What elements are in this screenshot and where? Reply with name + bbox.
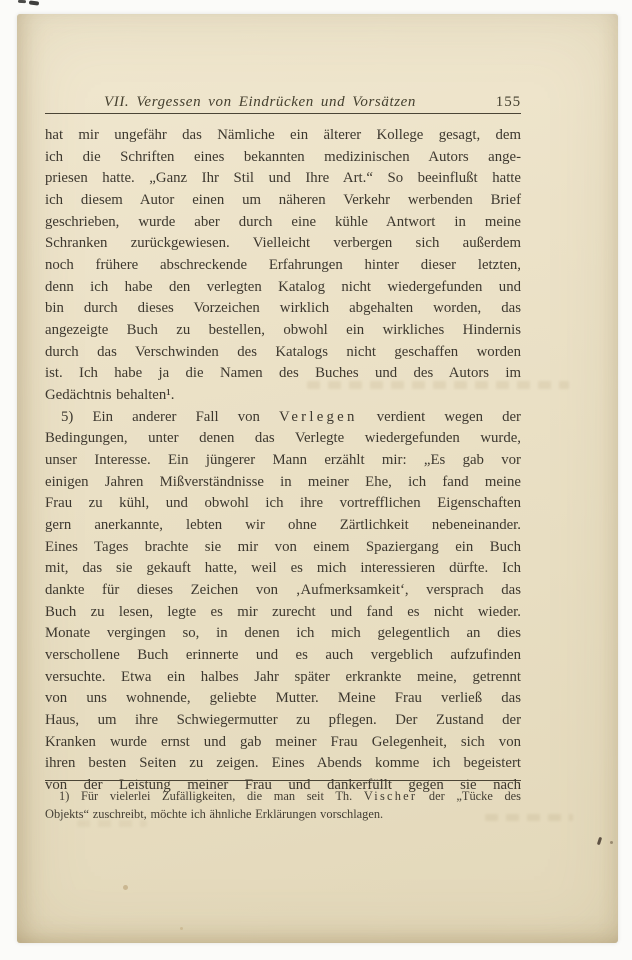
text-line: verschollene Buch erinnerte und es auch vergeblich aufzufinden [45, 647, 521, 664]
scan-speck [18, 0, 26, 3]
footnote-line [45, 787, 521, 805]
paper-speck [123, 885, 128, 890]
text-line: Eines Tages brachte sie mir von einem Spaziergang ein Buch [45, 538, 521, 555]
text-line: unser Interesse. Ein jüngerer Mann erzählt mir: „Es gab vor [45, 452, 521, 469]
text-line: Schranken zurückgewiesen. Vielleicht verbergen sich außerdem [45, 235, 521, 252]
text-line: geschrieben, wurde aber durch eine kühle Antwort in meine [45, 213, 521, 230]
page-number: 155 [495, 94, 521, 110]
emphasized-word: Vischer [363, 789, 418, 803]
footnote-line: Objekts“ zuschreibt, möchte ich ähnliche Erklärungen vorschlagen. [45, 807, 384, 821]
text-line: priesen hatte. „Ganz Ihr Stil und Ihre Art.“ So beeinflußt hatte [45, 170, 521, 187]
text-line: gern anerkannte, lebten wir ohne Zärtlichkeit nebeneinander. [45, 517, 521, 534]
text-line: ihren besten Seiten zu zeigen. Eines Abends komme ich begeistert [45, 755, 521, 772]
paper-speck [610, 841, 613, 844]
footnote-rule [45, 780, 521, 781]
text-line: durch das Verschwinden des Katalogs nicht geschaffen worden [45, 343, 521, 360]
chapter-title: VII. Vergessen von Eindrücken und Vorsätzen [103, 94, 417, 110]
text-segment: 5) Ein anderer Fall von [61, 408, 280, 425]
text-line [45, 407, 521, 429]
text-line: denn ich habe den verlegten Katalog nicht wiedergefunden und [45, 278, 521, 295]
text-segment: verdient wegen der [357, 408, 521, 425]
text-line: ich die Schriften eines bekannten medizinischen Autors ange- [45, 148, 521, 165]
text-line: einigen Jahren Mißverständnisse in meiner Ehe, ich fand meine [45, 473, 521, 490]
text-segment: 1) Für vielerlei Zufälligkeiten, die man seit Th. [59, 789, 364, 803]
paper-speck [597, 837, 602, 846]
text-line: ich diesem Autor einen um näheren Verkehr werbenden Brief [45, 192, 521, 209]
text-line: angezeigte Buch zu bestellen, obwohl ein wirkliches Hindernis [45, 322, 521, 339]
header-rule [45, 113, 521, 114]
text-line: Buch zu lesen, legte es mir zurecht und fand es nicht wieder. [45, 603, 521, 620]
text-line: Frau zu kühl, und obwohl ich ihre vortrefflichen Eigenschaften [45, 495, 521, 512]
paragraph [45, 125, 521, 407]
paper-speck [180, 927, 183, 930]
footnote [45, 787, 521, 823]
text-line: bin durch dieses Vorzeichen wirklich abgehalten worden, das [45, 300, 521, 317]
text-line: Bedingungen, unter denen das Verlegte wiedergefunden wurde, [45, 430, 521, 447]
text-line: hat mir ungefähr das Nämliche ein älterer Kollege gesagt, dem [45, 127, 521, 143]
text-segment: der „Tücke des [417, 789, 521, 803]
emphasized-word: Verlegen [279, 408, 358, 425]
text-line: von uns wohnende, geliebte Mutter. Meine Frau verließ das [45, 690, 521, 707]
text-line: von der Leistung meiner Frau und dankerfüllt gegen sie nach [45, 777, 521, 794]
text-line: Monate vergingen so, in denen ich mich gelegentlich an dies [45, 625, 521, 642]
text-line: Kranken wurde ernst und gab meiner Frau Gelegenheit, sich von [45, 733, 521, 750]
running-head [45, 94, 521, 114]
text-line: Haus, um ihre Schwiegermutter zu pflegen. Der Zustand der [45, 712, 521, 729]
body-text [45, 125, 521, 797]
text-line: mit, das sie gekauft hatte, weil es mich interessieren dürfte. Ich [45, 560, 521, 577]
paragraph [45, 407, 521, 797]
text-line: noch frühere abschreckende Erfahrungen hinter dieser letzten, [45, 257, 521, 274]
scan-speck [29, 0, 39, 5]
text-line: ist. Ich habe ja die Namen des Buches und des Autors im [45, 365, 521, 382]
paper-page [17, 14, 618, 943]
text-line: Gedächtnis behalten¹. [45, 387, 175, 404]
text-line: versuchte. Etwa ein halbes Jahr später erkrankte meine, getrennt [45, 668, 521, 685]
text-line: dankte für dieses Zeichen von ‚Aufmerksamkeit‘, versprach das [45, 582, 521, 599]
